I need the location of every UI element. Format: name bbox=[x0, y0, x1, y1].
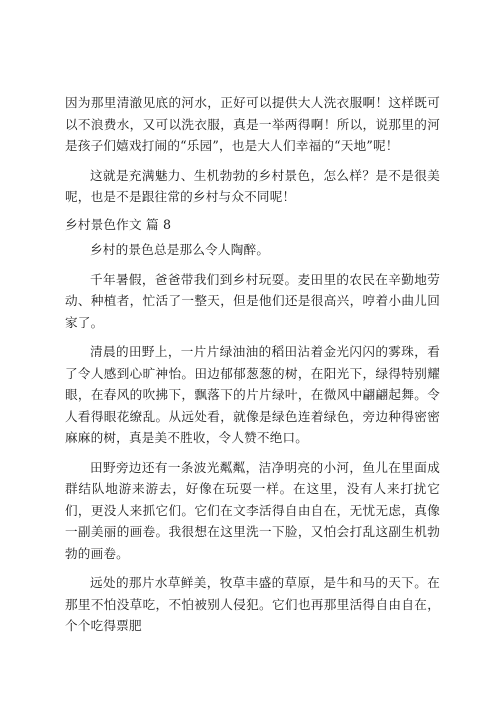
paragraph-2: 这就是充满魅力、生机勃勃的乡村景色，怎么样？是不是很美呢，也是不是跟往常的乡村与众不同呢！ bbox=[65, 167, 440, 204]
paragraph-7: 远处的那片水草鲜美，牧草丰盛的草原，是牛和马的天下。在那里不怕没草吃，不怕被别人侵犯。它们也再那里活得自由自在，个个吃得票肥 bbox=[65, 575, 440, 633]
paragraph-5: 清晨的田野上，一片片绿油油的稻田沾着金光闪闪的雾珠，看了令人感到心旷神怡。田边郁郁葱葱的树，在阳光下，绿得特别耀眼，在春风的吹拂下，飘落下的片片绿叶，在微风中翩翩起舞。令人看得眼花缭乱。从远处看，就像是绿色连着绿色，旁边种得密密麻麻的树，真是美不胜收，令人赞不绝口。 bbox=[65, 344, 440, 445]
paragraph-1: 因为那里清澈见底的河水，正好可以提供大人洗衣服啊！这样既可以不浪费水，又可以洗衣服，真是一举两得啊！所以，说那里的河是孩子们嬉戏打闹的“乐园”，也是大人们幸福的“天地”呢！ bbox=[65, 95, 440, 153]
paragraph-6: 田野旁边还有一条波光粼粼，洁净明亮的小河，鱼儿在里面成群结队地游来游去，好像在玩耍一样。在这里，没有人来打扰它们，更没人来抓它们。它们在文李活得自由自在，无忧无虑，真像一副美丽的画卷。我很想在这里洗一下脸，又怕会打乱这副生机勃勃的画卷。 bbox=[65, 459, 440, 561]
document-body bbox=[65, 92, 440, 637]
section-title: 乡村景色作文 篇 8 bbox=[65, 216, 172, 232]
paragraph-3: 乡村的景色总是那么令人陶醉。 bbox=[90, 242, 270, 257]
paragraph-4: 千年暑假，爸爸带我们到乡村玩耍。麦田里的农民在辛勤地劳动、种植者，忙活了一整天，但是他们还是很高兴，哼着小曲儿回家了。 bbox=[65, 271, 440, 330]
